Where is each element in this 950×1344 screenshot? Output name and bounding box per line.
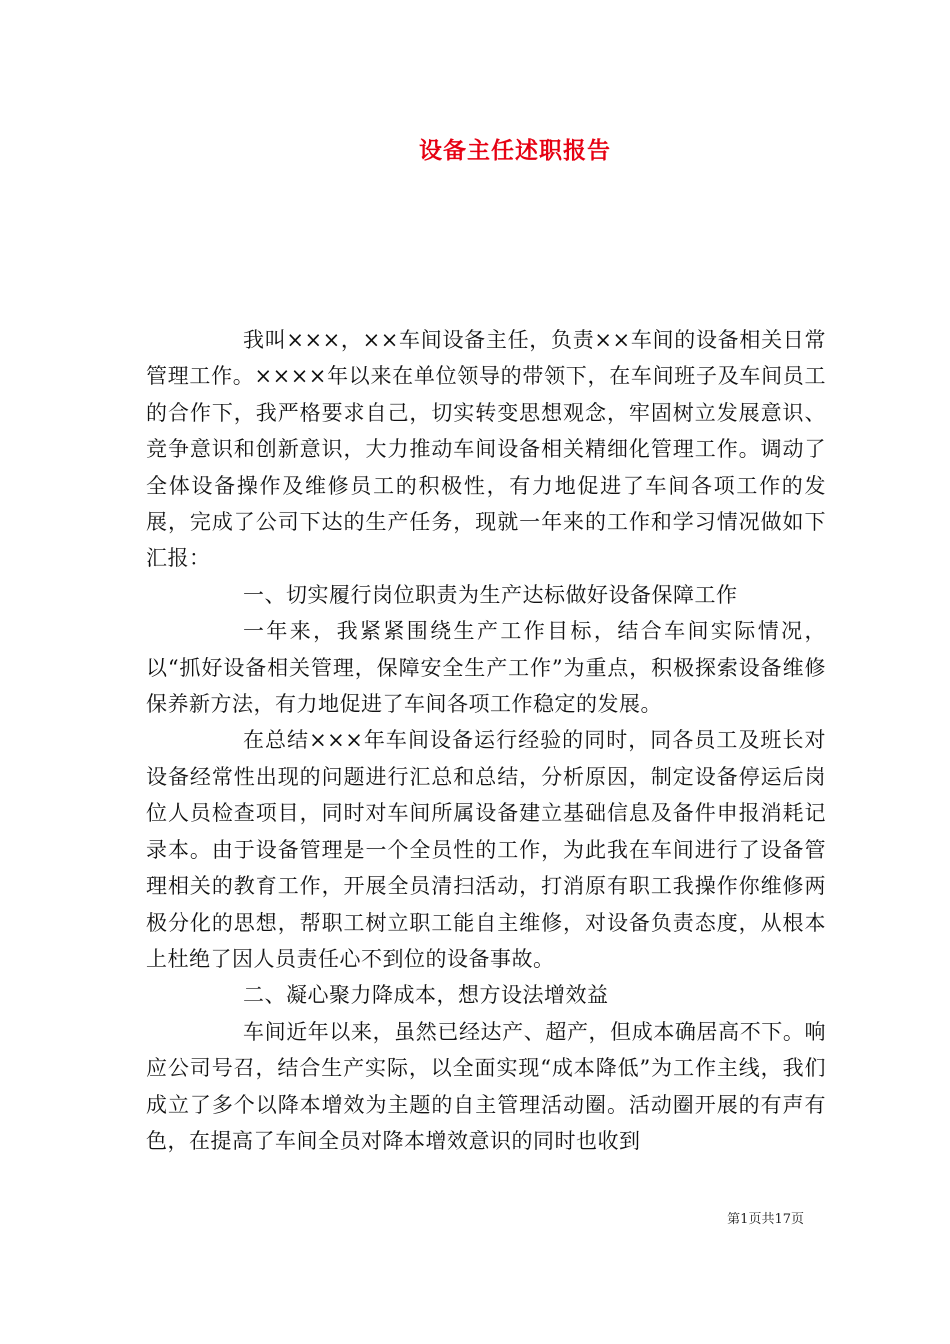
page-number: 第1页共17页	[727, 1212, 804, 1227]
intro-paragraph: 我叫×××，××车间设备主任，负责××车间的设备相关日常管理工作。××××年以来在单位领导的带领下，在车间班子及车间员工的合作下，我严格要求自己，切实转变思想观念，牢固树立发展意识、竞争意识和创新意识，大力推动车间设备相关精细化管理工作。调动了全体设备操作及维修员工的积极性，有力地促进了车间各项工作的发展，完成了公司下达的生产任务，现就一年来的工作和学习情况做如下汇报：	[146, 328, 826, 571]
section-1-paragraph-1: 一年来，我紧紧围绕生产工作目标，结合车间实际情况，以“抓好设备相关管理，保障安全生产工作”为重点，积极探索设备维修保养新方法，有力地促进了车间各项工作稳定的发展。	[146, 619, 826, 717]
document-body	[146, 322, 826, 1159]
section-1-paragraph-2: 在总结×××年车间设备运行经验的同时，同各员工及班长对设备经常性出现的问题进行汇总和总结，分析原因，制定设备停运后岗位人员检查项目，同时对车间所属设备建立基础信息及备件申报消耗记录本。由于设备管理是一个全员性的工作，为此我在车间进行了设备管理相关的教育工作，开展全员清扫活动，打消原有职工我操作你维修两极分化的思想，帮职工树立职工能自主维修，对设备负责态度，从根本上杜绝了因人员责任心不到位的设备事故。	[146, 728, 826, 971]
section-heading-1: 一、切实履行岗位职责为生产达标做好设备保障工作	[243, 582, 738, 607]
section-heading-2: 二、凝心聚力降成本，想方设法增效益	[243, 983, 609, 1008]
page-title: 设备主任述职报告	[419, 137, 611, 164]
section-2-paragraph-1: 车间近年以来，虽然已经达产、超产，但成本确居高不下。响应公司号召，结合生产实际，以全面实现“成本降低”为工作主线，我们成立了多个以降本增效为主题的自主管理活动圈。活动圈开展的有声有色，在提高了车间全员对降本增效意识的同时也收到	[146, 1019, 826, 1153]
